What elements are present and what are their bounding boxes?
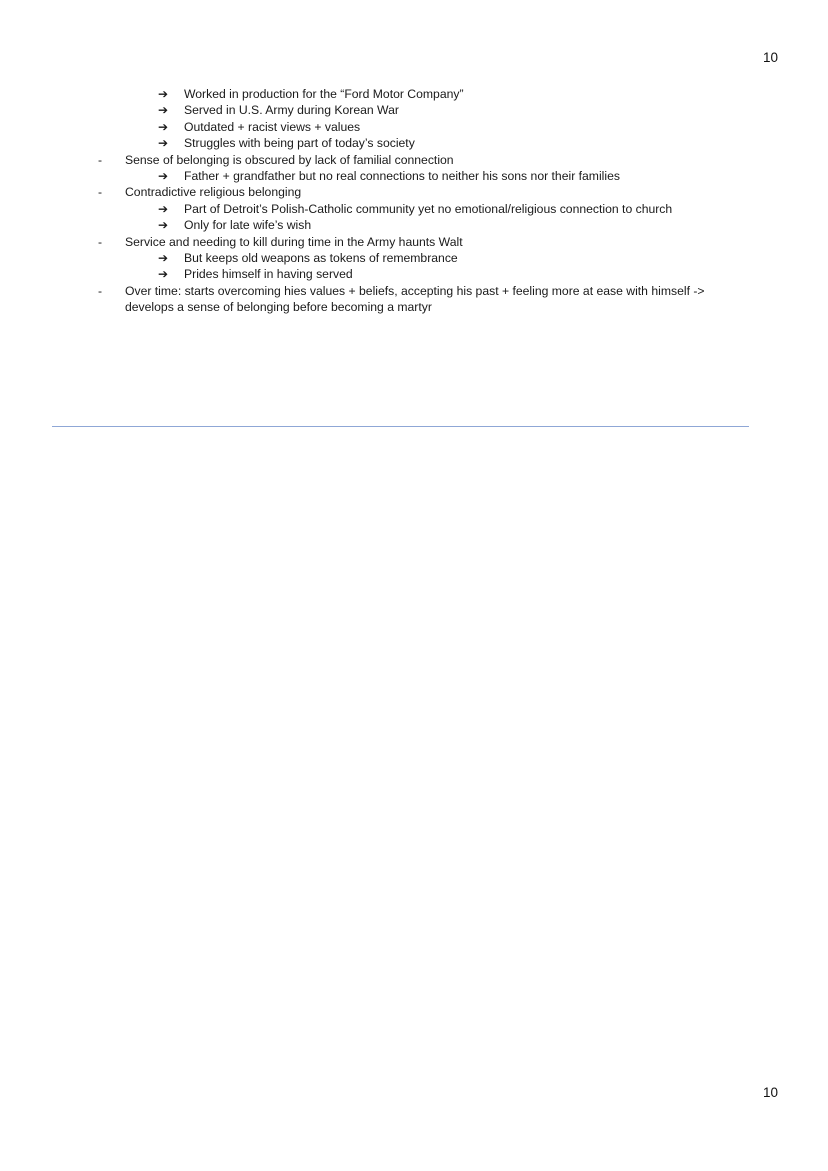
arrow-icon: ➔: [158, 168, 169, 183]
list-item-text: Part of Detroit’s Polish-Catholic community yet no emotional/religious connection to church: [184, 201, 673, 216]
list-item: [0, 250, 828, 266]
arrow-icon: ➔: [158, 201, 169, 216]
list-item: [0, 102, 828, 118]
list-item-text: Worked in production for the “Ford Motor Company”: [184, 87, 464, 101]
list-item: [0, 168, 828, 184]
list-item-text: Service and needing to kill during time in the Army haunts Walt: [125, 234, 463, 249]
list-item-text: Sense of belonging is obscured by lack of familial connection: [125, 152, 454, 167]
list-item-text: Prides himself in having served: [184, 267, 353, 282]
arrow-icon: ➔: [158, 87, 169, 101]
list-item-text: But keeps old weapons as tokens of remembrance: [184, 250, 458, 265]
list-item: [0, 86, 828, 102]
list-item: [0, 184, 828, 200]
list-item-text: Served in U.S. Army during Korean War: [184, 103, 399, 118]
list-item: [0, 152, 828, 168]
dash-bullet: -: [98, 185, 103, 200]
list-item-text: Outdated + racist views + values: [184, 119, 361, 134]
list-item: [0, 217, 828, 233]
arrow-icon: ➔: [158, 103, 169, 118]
list-item: [0, 119, 828, 135]
list-item: [0, 234, 828, 250]
arrow-icon: ➔: [158, 267, 169, 282]
list-item-text: develops a sense of belonging before becoming a martyr: [125, 300, 432, 315]
arrow-icon: ➔: [158, 136, 169, 151]
notes-list: [0, 86, 828, 315]
list-item-text: Over time: starts overcoming hies values + beliefs, accepting his past + feeling more at ease with himself ->: [125, 283, 705, 298]
dash-bullet: -: [98, 152, 103, 167]
arrow-icon: ➔: [158, 218, 169, 233]
horizontal-divider: [52, 426, 749, 427]
dash-bullet: -: [98, 283, 103, 298]
list-item-text: Struggles with being part of today’s society: [184, 136, 415, 151]
list-item-text: Only for late wife’s wish: [184, 218, 312, 233]
arrow-icon: ➔: [158, 250, 169, 265]
list-item-text: Contradictive religious belonging: [125, 185, 302, 200]
arrow-icon: ➔: [158, 119, 169, 134]
list-item: [0, 135, 828, 151]
page-number-top: 10: [762, 50, 778, 65]
list-item: [0, 201, 828, 217]
dash-bullet: -: [98, 234, 103, 249]
list-item: [0, 283, 828, 299]
list-item: [0, 266, 828, 282]
list-item-continuation: [0, 299, 828, 315]
list-item-text: Father + grandfather but no real connections to neither his sons nor their families: [184, 168, 620, 183]
page-number-bottom: 10: [762, 1085, 778, 1100]
